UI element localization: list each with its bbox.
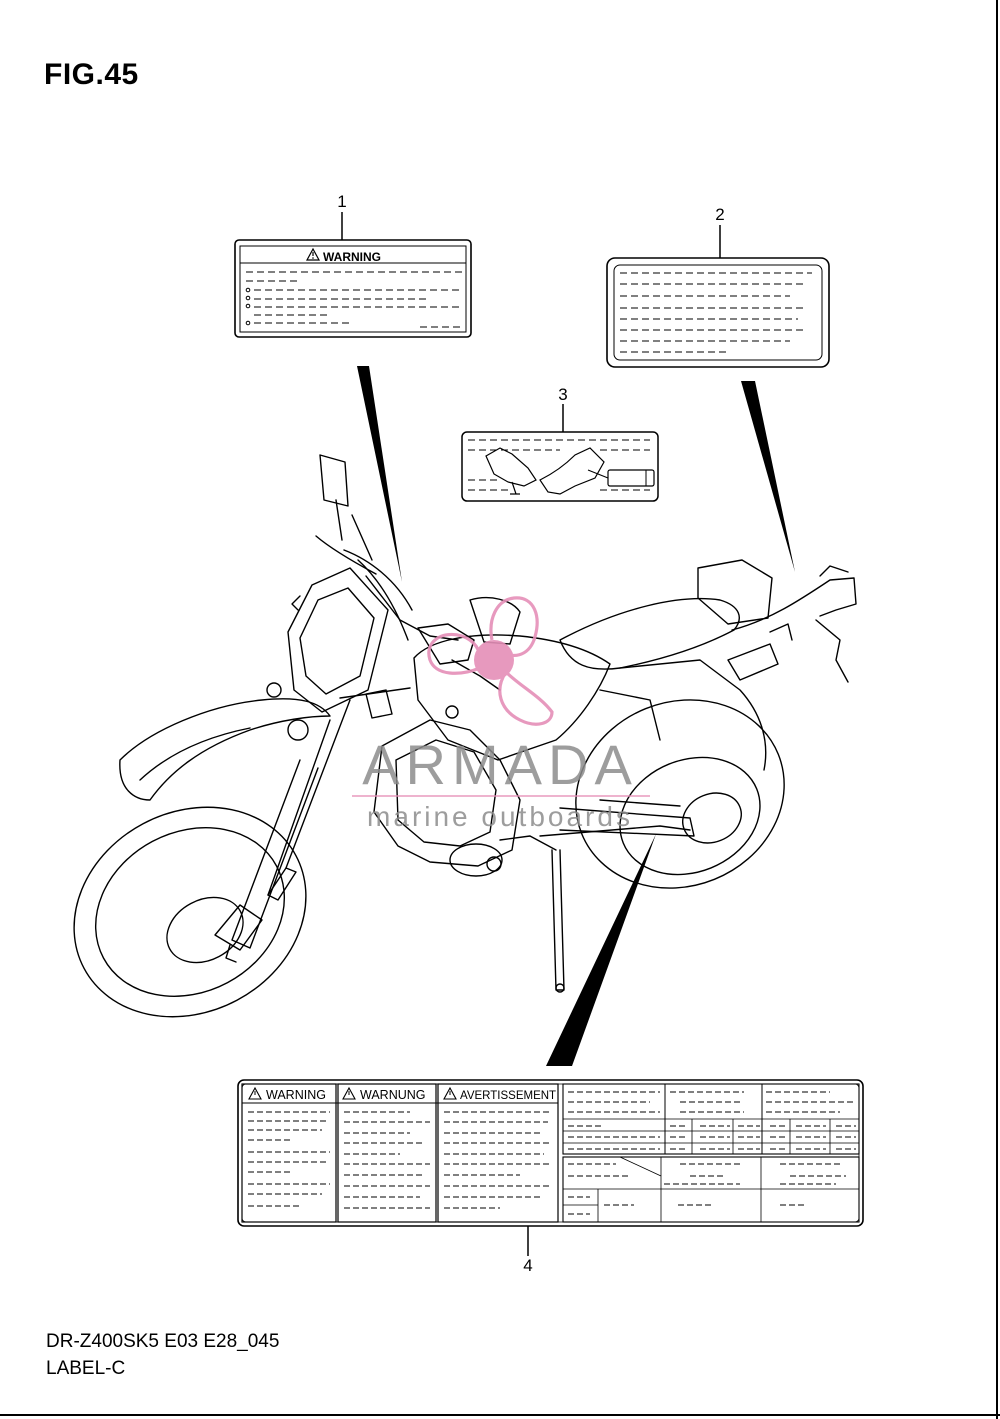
callout-1[interactable]: 1 [337, 192, 347, 211]
callout-3[interactable]: 3 [558, 385, 568, 404]
watermark-tagline: marine outboards [367, 801, 633, 832]
label-2-sticker[interactable] [607, 225, 829, 367]
watermark-brand: ARMADA [362, 733, 638, 796]
propeller-logo-icon [429, 598, 552, 724]
model-code: DR-Z400SK5 E03 E28_045 [46, 1331, 280, 1352]
figure-title: FIG.45 [44, 58, 139, 91]
label-3-chain-adjust-sticker[interactable] [462, 404, 658, 501]
label-1-warning-sticker[interactable] [235, 212, 471, 337]
callout-2[interactable]: 2 [715, 205, 725, 224]
label-4-heading-fr: AVERTISSEMENT [460, 1090, 557, 1102]
label-4-heading-de: WARNUNG [360, 1088, 426, 1102]
label-1-pointer [357, 366, 402, 582]
callout-4[interactable]: 4 [523, 1256, 533, 1275]
label-2-pointer [741, 381, 795, 572]
section-name: LABEL-C [46, 1358, 126, 1379]
warning-triangle-icon [444, 1088, 456, 1099]
label-1-heading: WARNING [323, 250, 381, 264]
warning-triangle-icon [307, 249, 319, 260]
label-4-multilingual-sticker[interactable] [238, 1080, 863, 1256]
label-4-heading-en: WARNING [266, 1088, 326, 1102]
warning-triangle-icon [249, 1088, 261, 1099]
warning-triangle-icon [343, 1088, 355, 1099]
